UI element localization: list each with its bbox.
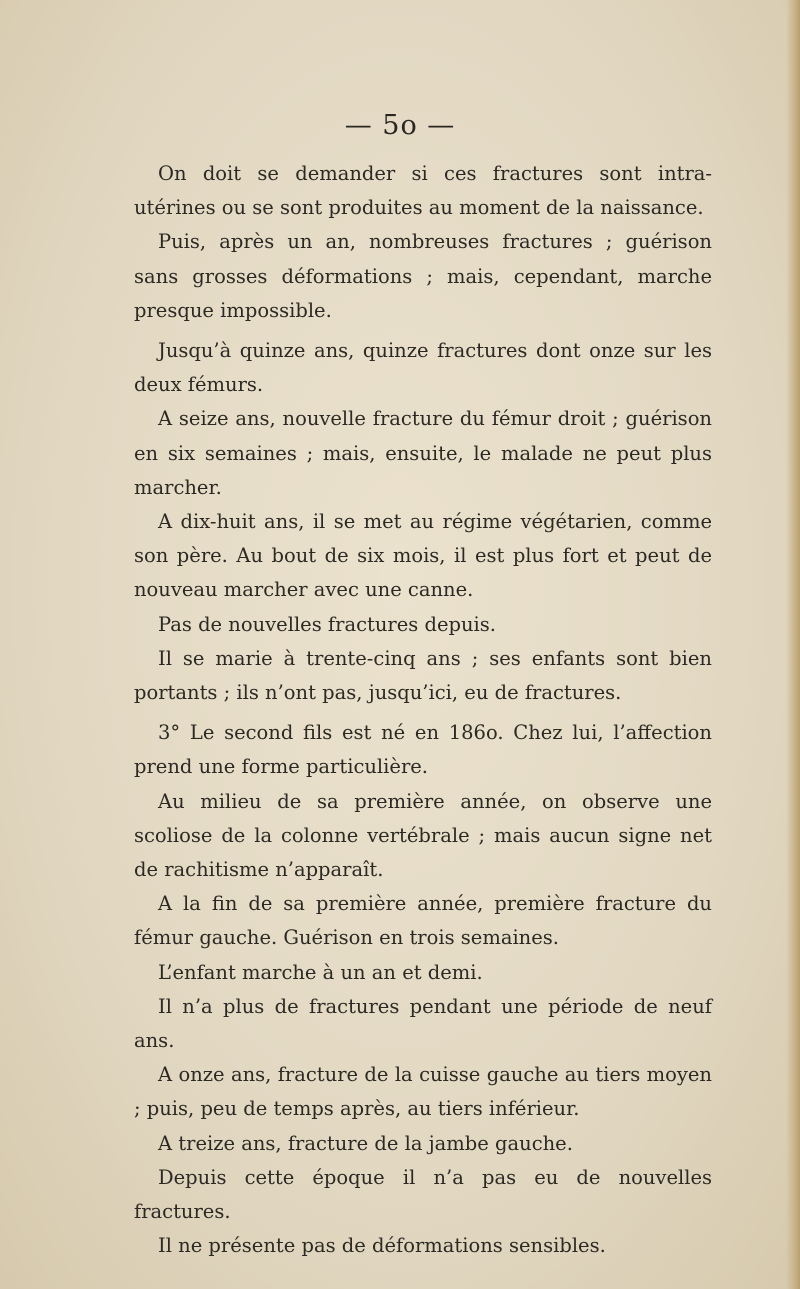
paragraph: Il ne présente pas de déformations sensibles.: [158, 1234, 606, 1258]
paragraph: A treize ans, fracture de la jambe gauche.: [158, 1131, 573, 1155]
page-edge: [786, 0, 800, 1289]
paragraph: A dix-huit ans, il se met au régime végétarien, comme son père. Au bout de six mois, il est plus fort et peut de nouveau marcher avec une canne.: [134, 510, 712, 602]
page-number: — 5o —: [344, 110, 456, 141]
paragraph: 3° Le second fils est né en 186o. Chez lui, l’affection prend une forme particulière.: [134, 721, 712, 779]
paragraph: Il se marie à trente-cinq ans ; ses enfants sont bien portants ; ils n’ont pas, jusqu’ici, eu de fractures.: [134, 646, 712, 705]
body-text: [134, 157, 712, 1264]
paragraph: Il n’a plus de fractures pendant une période de neuf ans.: [134, 994, 712, 1053]
paragraph: Pas de nouvelles fractures depuis.: [158, 612, 496, 636]
paragraph: On doit se demander si ces fractures sont intra-utérines ou se sont produites au moment de la naissance.: [134, 162, 712, 220]
paragraph: Puis, après un an, nombreuses fractures ; guérison sans grosses déformations ; mais, cependant, marche presque impossible.: [134, 230, 712, 322]
paragraph: Jusqu’à quinze ans, quinze fractures dont onze sur les deux fémurs.: [134, 339, 712, 397]
paragraph: A onze ans, fracture de la cuisse gauche au tiers moyen ; puis, peu de temps après, au tiers inférieur.: [134, 1063, 712, 1121]
paragraph: A la fin de sa première année, première fracture du fémur gauche. Guérison en trois semaines.: [134, 892, 712, 950]
paragraph: L’enfant marche à un an et demi.: [158, 960, 483, 984]
paragraph: Au milieu de sa première année, on observe une scoliose de la colonne vertébrale ; mais aucun signe net de rachitisme n’apparaît.: [134, 789, 712, 882]
paragraph: Depuis cette époque il n’a pas eu de nouvelles fractures.: [134, 1165, 712, 1224]
paragraph: A seize ans, nouvelle fracture du fémur droit ; guérison en six semaines ; mais, ensuite, le malade ne peut plus marcher.: [134, 407, 712, 499]
